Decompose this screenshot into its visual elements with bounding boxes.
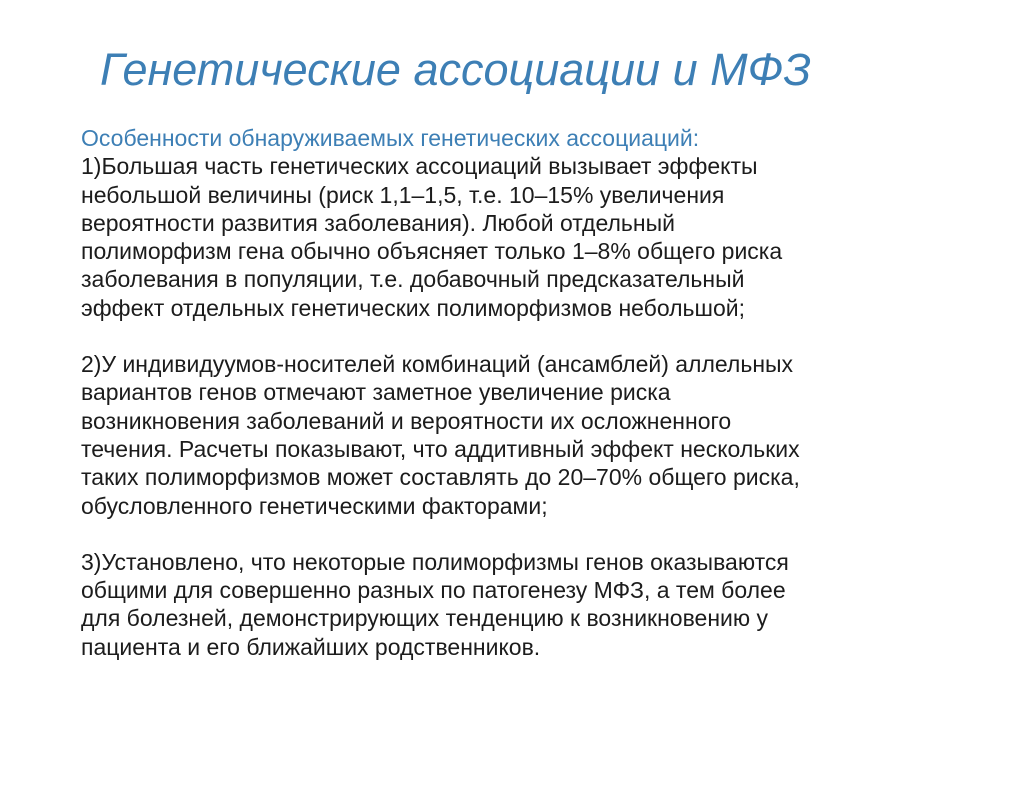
slide-title: Генетические ассоциации и МФЗ: [100, 44, 811, 95]
point-3: [81, 548, 961, 661]
slide-body: [81, 124, 961, 661]
point-line: 3)Установлено, что некоторые полиморфизмы генов оказываются: [81, 548, 789, 575]
point-line: возникновения заболеваний и вероятности их осложненного: [81, 407, 732, 434]
slide-subtitle: Особенности обнаруживаемых генетических ассоциаций:: [81, 125, 700, 151]
paragraph-gap: [81, 520, 961, 548]
point-line: 2)У индивидуумов-носителей комбинаций (ансамблей) аллельных: [81, 351, 794, 378]
point-line: пациента и его ближайших родственников.: [81, 633, 541, 660]
point-line: обусловленного генетическими факторами;: [81, 492, 548, 519]
point-line: течения. Расчеты показывают, что аддитивный эффект нескольких: [81, 435, 800, 462]
paragraph-gap: [81, 322, 961, 350]
point-line: таких полиморфизмов может составлять до 20–70% общего риска,: [81, 464, 800, 491]
point-line: вариантов генов отмечают заметное увеличение риска: [81, 379, 671, 406]
point-line: заболевания в популяции, т.е. добавочный предсказательный: [81, 266, 745, 293]
point-line: эффект отдельных генетических полиморфизмов небольшой;: [81, 294, 746, 321]
point-1: [81, 152, 961, 322]
point-line: общими для совершенно разных по патогенезу МФЗ, а тем более: [81, 577, 786, 604]
point-2: [81, 350, 961, 520]
point-line: полиморфизм гена обычно объясняет только 1–8% общего риска: [81, 238, 783, 265]
point-line: вероятности развития заболевания). Любой отдельный: [81, 209, 675, 236]
point-line: небольшой величины (риск 1,1–1,5, т.е. 10–15% увеличения: [81, 181, 725, 208]
point-line: для болезней, демонстрирующих тенденцию к возникновению у: [81, 605, 769, 632]
point-line: 1)Большая часть генетических ассоциаций вызывает эффекты: [81, 153, 758, 180]
